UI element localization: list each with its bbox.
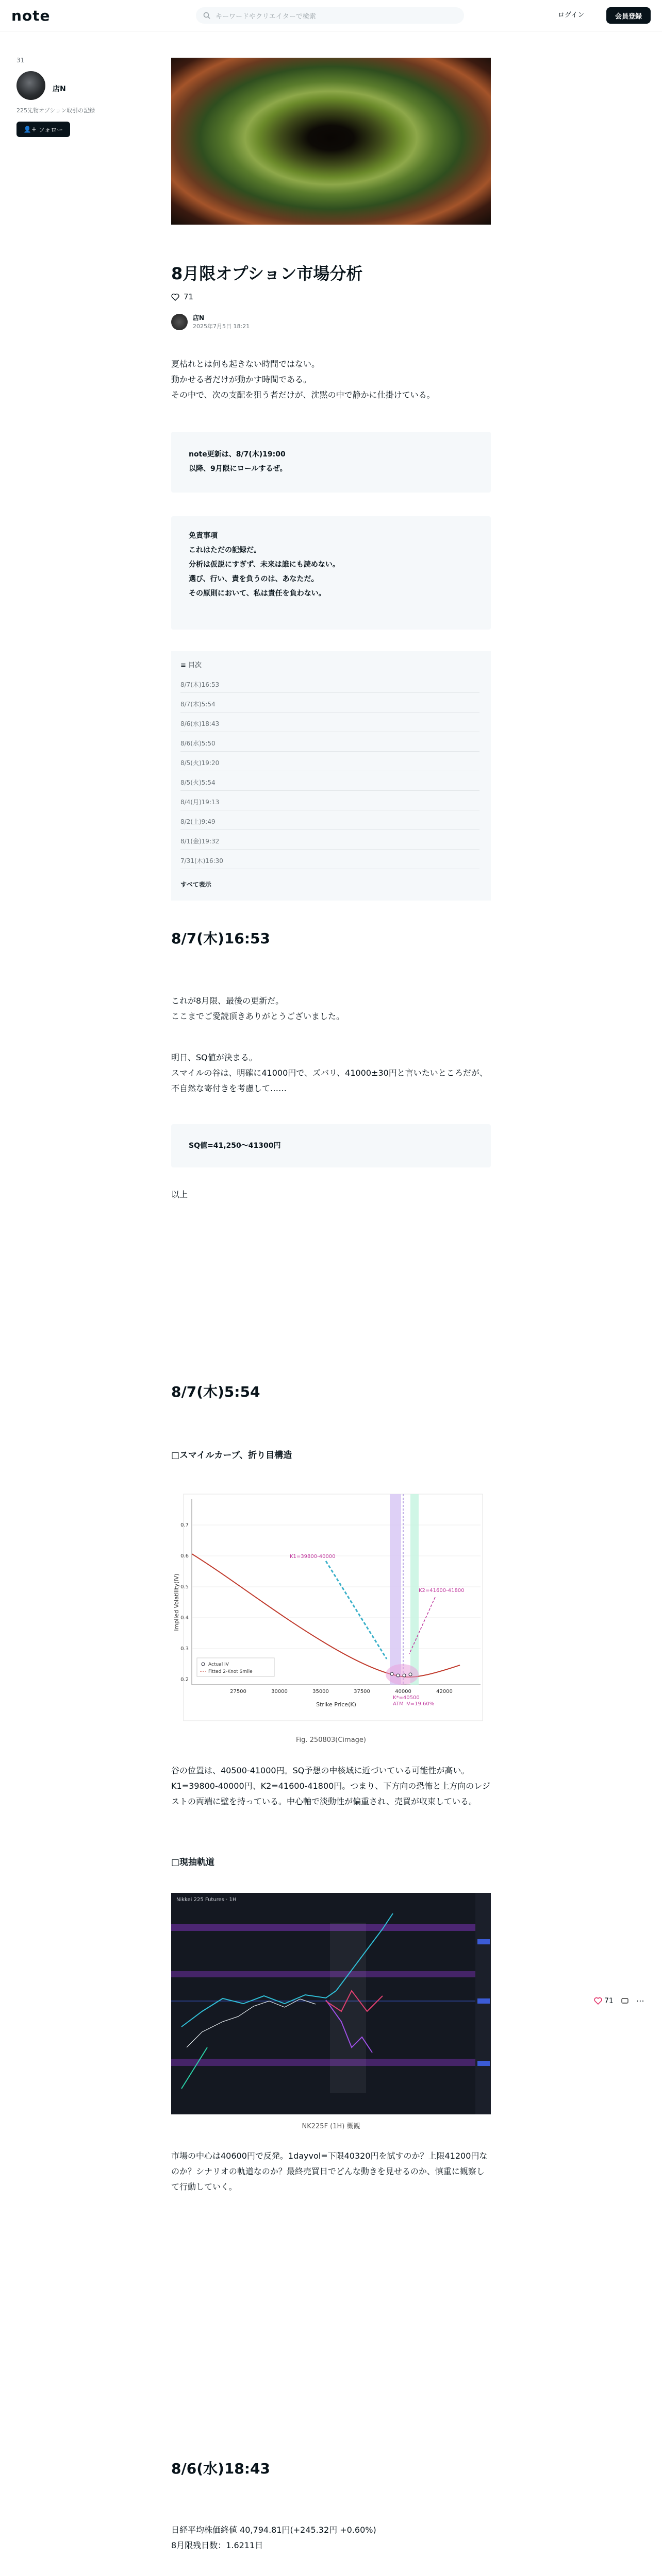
paragraph-line: これが8月限、最後の更新だ。 <box>171 996 284 1006</box>
y-tick: 0.6 <box>180 1553 189 1559</box>
signup-button[interactable]: 会員登録 <box>606 7 651 24</box>
floating-like-count: 71 <box>604 1996 614 2005</box>
disclaimer-line: 選び、行い、責を負うのは、あなただ。 <box>189 575 319 583</box>
site-header <box>0 0 662 31</box>
figure-caption: Fig. 250803(Cimage) <box>296 1736 366 1744</box>
article-title: 8月限オプション市場分析 <box>171 264 363 283</box>
search-placeholder: キーワードやクリエイターで検索 <box>216 12 316 21</box>
y-tick: 0.5 <box>180 1584 189 1590</box>
person-plus-icon: 👤+ <box>23 126 37 133</box>
x-tick: 30000 <box>271 1689 288 1694</box>
k1-band <box>390 1494 401 1685</box>
x-tick: 35000 <box>312 1689 329 1694</box>
follower-badge: 31 <box>16 57 25 64</box>
smile-curve-chart <box>171 1489 491 1741</box>
market-stats <box>171 2522 376 2553</box>
actual-iv-point <box>403 1674 406 1677</box>
like-count: 71 <box>184 292 194 301</box>
author-avatar[interactable] <box>16 71 45 100</box>
toc-item[interactable]: 8/5(火)5:54 <box>180 774 479 791</box>
price-label <box>477 1939 490 1944</box>
analysis-paragraph: 谷の位置は、40500-41000円。SQ予想の中核域に近づいている可能性が高い。K1=39800-40000円、K2=41600-41800円。つまり、下方向の恐怖と上方向のレジストの両端に壁を持っている。中心軸で淡動性が偏重され、売買が収束している。 <box>171 1766 490 1806</box>
search-input[interactable] <box>196 7 464 24</box>
legend-actual: Actual IV <box>208 1662 229 1667</box>
subsection-heading: □現抽軌道 <box>171 1857 215 1868</box>
disclaimer-box <box>171 516 491 630</box>
sq-value: SQ値=41,250〜41300円 <box>189 1142 281 1150</box>
toc-header-label: 目次 <box>188 662 202 669</box>
support-band <box>171 2059 475 2066</box>
login-link[interactable]: ログイン <box>558 11 585 19</box>
chart-symbol: Nikkei 225 Futures · 1H <box>176 1897 237 1903</box>
price-label <box>477 1998 490 2004</box>
y-tick: 0.3 <box>180 1646 189 1652</box>
intro-line: その中で、次の支配を狙う者だけが、沈黙の中で静かに仕掛けている。 <box>171 390 435 400</box>
k2-band <box>410 1494 419 1685</box>
toc-item[interactable]: 8/1(金)19:32 <box>180 833 479 850</box>
list-icon: ≡ <box>180 662 186 669</box>
sq-box <box>171 1124 491 1167</box>
actual-iv-point <box>396 1674 400 1677</box>
section-heading: 8/7(木)5:54 <box>171 1383 260 1400</box>
historical-chart <box>171 2574 491 2576</box>
subsection-heading: □スマイルカーブ、折り目構造 <box>171 1450 292 1461</box>
disclaimer-line: その原則において、私は責任を負わない。 <box>189 589 326 598</box>
actual-iv-point <box>390 1672 393 1675</box>
x-tick: 37500 <box>354 1689 370 1694</box>
y-axis-label: Implied Volatility(IV) <box>173 1573 180 1631</box>
x-tick: 27500 <box>230 1689 246 1694</box>
table-of-contents <box>171 651 491 901</box>
byline-avatar[interactable] <box>171 314 188 330</box>
author-card <box>16 57 120 137</box>
y-tick: 0.4 <box>180 1615 189 1621</box>
heart-icon[interactable] <box>171 293 179 301</box>
stat-line: 8月限残日数：1.6211日 <box>171 2540 263 2550</box>
follow-label: フォロー <box>38 126 63 133</box>
disclaimer-line: 分析は仮説にすぎず、未来は誰にも読めない。 <box>189 561 340 569</box>
floating-actions <box>594 1996 644 2006</box>
toc-show-all[interactable]: すべて表示 <box>180 881 211 888</box>
toc-header[interactable] <box>180 659 202 669</box>
update-note-box <box>171 432 491 493</box>
closing-text: 以上 <box>171 1190 188 1199</box>
atm-iv-annotation: ATM IV=19.60% <box>393 1701 435 1707</box>
more-icon[interactable]: ⋯ <box>636 1996 644 2006</box>
x-tick: 42000 <box>436 1689 453 1694</box>
resistance-band <box>171 1924 475 1931</box>
zone-band <box>171 1971 475 1977</box>
y-tick: 0.2 <box>180 1677 189 1683</box>
section-paragraph <box>171 993 344 1024</box>
toc-item[interactable]: 8/5(火)19:20 <box>180 754 479 771</box>
toc-item[interactable]: 8/2(土)9:49 <box>180 813 479 830</box>
section-heading: 8/6(水)18:43 <box>171 2460 270 2477</box>
toc-item[interactable]: 8/7(木)16:53 <box>180 676 479 693</box>
price-label <box>477 2061 490 2066</box>
intro-paragraph <box>171 357 435 403</box>
follow-button[interactable] <box>16 122 70 137</box>
stat-line: 日経平均株価終値 40,794.81円(+245.32円 +0.60%) <box>171 2525 376 2535</box>
figure-caption: NK225F (1H) 概観 <box>302 2123 360 2130</box>
toc-item[interactable]: 7/31(木)16:30 <box>180 852 479 869</box>
intro-line: 夏枯れとは何も起きない時間ではない。 <box>171 359 320 369</box>
section-paragraph <box>171 1050 491 1096</box>
section-heading: 8/7(木)16:53 <box>171 930 270 947</box>
legend-fit: Fitted 2-Knot Smile <box>208 1669 253 1674</box>
legend-actual-marker <box>202 1663 205 1666</box>
k2-annotation: K2=41600-41800 <box>419 1588 465 1594</box>
kstar-annotation: K*=40500 <box>393 1695 420 1701</box>
heart-icon[interactable] <box>594 1997 602 2005</box>
intro-line: 動かせる者だけが動かす時間である。 <box>171 375 312 384</box>
disclaimer-heading: 免責事項 <box>189 532 218 540</box>
byline-date: 2025年7月5日 18:21 <box>193 323 250 330</box>
disclaimer-line: これはただの記録だ。 <box>189 546 261 554</box>
comment-icon[interactable] <box>621 1997 629 2005</box>
author-description: 225先物オプション取引の記録 <box>16 107 95 114</box>
price-track-chart <box>171 1893 491 2114</box>
toc-item[interactable]: 8/6(水)5:50 <box>180 735 479 752</box>
paragraph-line: ここまでご愛読頂きありがとうございました。 <box>171 1011 345 1021</box>
paragraph-line: 明日、SQ値が決まる。 <box>171 1053 257 1062</box>
byline <box>171 313 250 330</box>
paragraph-line: スマイルの谷は、明確に41000円で、ズバリ、41000±30円と言いたいところだが、不自然な寄付きを考慮して…… <box>171 1068 488 1093</box>
actual-iv-point <box>409 1673 412 1676</box>
hero-image <box>171 58 491 225</box>
like-counter[interactable] <box>171 292 193 301</box>
author-name[interactable]: 店N <box>53 85 66 93</box>
update-note-line: note更新は、8/7(木)19:00 <box>189 450 286 459</box>
y-tick: 0.7 <box>180 1522 189 1528</box>
update-note-line: 以降、9月限にロールするぜ。 <box>189 465 287 473</box>
x-tick: 40000 <box>395 1689 411 1694</box>
toc-item[interactable]: 8/7(木)5:54 <box>180 696 479 713</box>
toc-item[interactable]: 8/4(月)19:13 <box>180 793 479 810</box>
search-icon <box>203 12 210 19</box>
k1-annotation: K1=39800-40000 <box>290 1554 336 1560</box>
analysis-paragraph: 市場の中心は40600円で反発。1dayvol=下限40320円を試すのか？上限41200円なのか？シナリオの軌道なのか？最終売買日でどんな動きを見せるのか、慎重に観察して行動していく。 <box>171 2151 488 2192</box>
toc-item[interactable]: 8/6(水)18:43 <box>180 715 479 732</box>
note-logo[interactable]: note <box>11 7 51 24</box>
floating-like[interactable] <box>594 1997 614 2005</box>
x-axis-label: Strike Price(K) <box>316 1701 356 1708</box>
byline-name[interactable]: 店N <box>193 314 205 321</box>
